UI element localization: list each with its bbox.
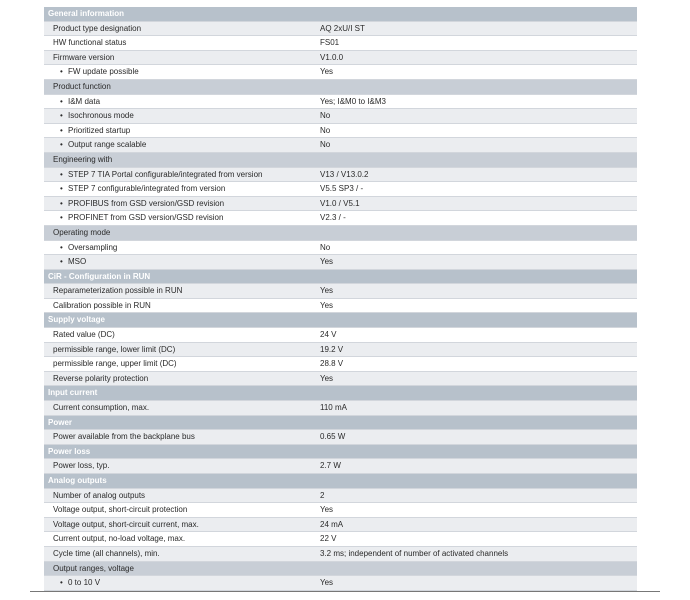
spec-label: Cycle time (all channels), min.: [53, 548, 160, 558]
spec-value: AQ 2xU/I ST: [320, 23, 365, 33]
spec-row: [44, 124, 637, 139]
spec-value: No: [320, 140, 331, 150]
header-label: Operating mode: [53, 227, 111, 237]
header-label: General information: [48, 9, 125, 18]
spec-value: Yes: [320, 257, 334, 267]
spec-row: [44, 372, 637, 387]
spec-sheet-table: [44, 7, 637, 591]
spec-label: Firmware version: [53, 52, 115, 62]
spec-label: Current consumption, max.: [53, 403, 150, 413]
spec-label: Reparameterization possible in RUN: [53, 286, 183, 296]
header-label: CiR - Configuration in RUN: [48, 271, 151, 281]
header-label: Output ranges, voltage: [53, 563, 134, 573]
spec-label: • PROFIBUS from GSD version/GSD revision: [68, 197, 224, 212]
spec-label: Power available from the backplane bus: [53, 432, 195, 442]
spec-label: permissible range, lower limit (DC): [53, 344, 176, 354]
spec-value: Yes: [320, 300, 334, 310]
spec-label: • I&M data: [68, 95, 100, 110]
spec-label: Voltage output, short-circuit current, max.: [53, 519, 199, 529]
spec-value: V2.3 / -: [320, 213, 346, 223]
subsection-header: [44, 562, 637, 577]
spec-row: [44, 182, 637, 197]
spec-row: [44, 343, 637, 358]
header-label: Product function: [53, 81, 111, 91]
spec-row: [44, 138, 637, 153]
header-label: Power: [48, 417, 73, 427]
spec-row: [44, 328, 637, 343]
spec-value: Yes: [320, 505, 334, 515]
subsection-header: [44, 80, 637, 95]
spec-label: • FW update possible: [68, 65, 139, 80]
header-label: Analog outputs: [48, 476, 107, 485]
spec-label: • Prioritized startup: [68, 124, 130, 139]
spec-label: Voltage output, short-circuit protection: [53, 505, 188, 515]
spec-value: 2.7 W: [320, 461, 341, 471]
spec-label: Power loss, typ.: [53, 461, 110, 471]
spec-label: Reverse polarity protection: [53, 373, 149, 383]
spec-value: Yes; I&M0 to I&M3: [320, 96, 386, 106]
section-header: [44, 445, 637, 460]
spec-label: Rated value (DC): [53, 330, 115, 340]
spec-label: • STEP 7 configurable/integrated from version: [68, 182, 225, 197]
spec-row: [44, 241, 637, 256]
spec-label: • Oversampling: [68, 241, 117, 256]
subsection-header: [44, 153, 637, 168]
spec-value: 24 mA: [320, 519, 344, 529]
spec-label: • Output range scalable: [68, 138, 146, 153]
section-header: [44, 386, 637, 401]
spec-value: 22 V: [320, 534, 337, 544]
spec-label: HW functional status: [53, 38, 127, 48]
spec-row: [44, 547, 637, 562]
section-header: [44, 313, 637, 328]
spec-row: [44, 401, 637, 416]
spec-row: [44, 299, 637, 314]
spec-value: 110 mA: [320, 403, 347, 413]
spec-label: Current output, no-load voltage, max.: [53, 534, 186, 544]
spec-value: Yes: [320, 578, 334, 588]
spec-label: • MSO: [68, 255, 86, 270]
spec-label: Calibration possible in RUN: [53, 300, 151, 310]
spec-value: Yes: [320, 373, 334, 383]
spec-value: V5.5 SP3 / -: [320, 184, 364, 194]
spec-row: [44, 197, 637, 212]
spec-row: [44, 430, 637, 445]
spec-row: [44, 576, 637, 591]
spec-value: 24 V: [320, 330, 337, 340]
spec-row: [44, 168, 637, 183]
spec-row: [44, 36, 637, 51]
spec-row: [44, 22, 637, 37]
spec-row: [44, 459, 637, 474]
spec-row: [44, 518, 637, 533]
spec-value: Yes: [320, 286, 334, 296]
header-label: Input current: [48, 388, 98, 398]
section-header: [44, 416, 637, 431]
spec-label: Product type designation: [53, 23, 142, 33]
spec-value: 28.8 V: [320, 359, 344, 369]
spec-row: [44, 211, 637, 226]
spec-row: [44, 284, 637, 299]
spec-value: No: [320, 125, 331, 135]
spec-value: 0.65 W: [320, 432, 346, 442]
spec-row: [44, 65, 637, 80]
spec-value: FS01: [320, 38, 340, 48]
spec-value: 19.2 V: [320, 344, 344, 354]
spec-row: [44, 255, 637, 270]
spec-row: [44, 503, 637, 518]
spec-label: • STEP 7 TIA Portal configurable/integrated from version: [68, 168, 262, 183]
spec-row: [44, 532, 637, 547]
page-divider: [30, 591, 660, 592]
section-header: [44, 270, 637, 285]
spec-row: [44, 109, 637, 124]
spec-label: • Isochronous mode: [68, 109, 134, 124]
spec-value: V13 / V13.0.2: [320, 169, 369, 179]
spec-value: Yes: [320, 67, 334, 77]
header-label: Power loss: [48, 446, 91, 456]
spec-label: Number of analog outputs: [53, 490, 146, 500]
header-label: Engineering with: [53, 154, 113, 164]
spec-value: 2: [320, 490, 325, 500]
spec-row: [44, 489, 637, 504]
spec-row: [44, 357, 637, 372]
subsection-header: [44, 226, 637, 241]
spec-value: No: [320, 242, 331, 252]
section-header: [44, 7, 637, 22]
header-label: Supply voltage: [48, 315, 105, 325]
spec-value: No: [320, 111, 331, 121]
spec-label: • 0 to 10 V: [68, 576, 100, 591]
spec-row: [44, 95, 637, 110]
spec-label: permissible range, upper limit (DC): [53, 359, 177, 369]
spec-row: [44, 51, 637, 66]
section-header: [44, 474, 637, 489]
spec-label: • PROFINET from GSD version/GSD revision: [68, 211, 223, 226]
spec-value: V1.0 / V5.1: [320, 198, 360, 208]
spec-value: 3.2 ms; independent of number of activated channels: [320, 548, 509, 558]
spec-value: V1.0.0: [320, 52, 344, 62]
